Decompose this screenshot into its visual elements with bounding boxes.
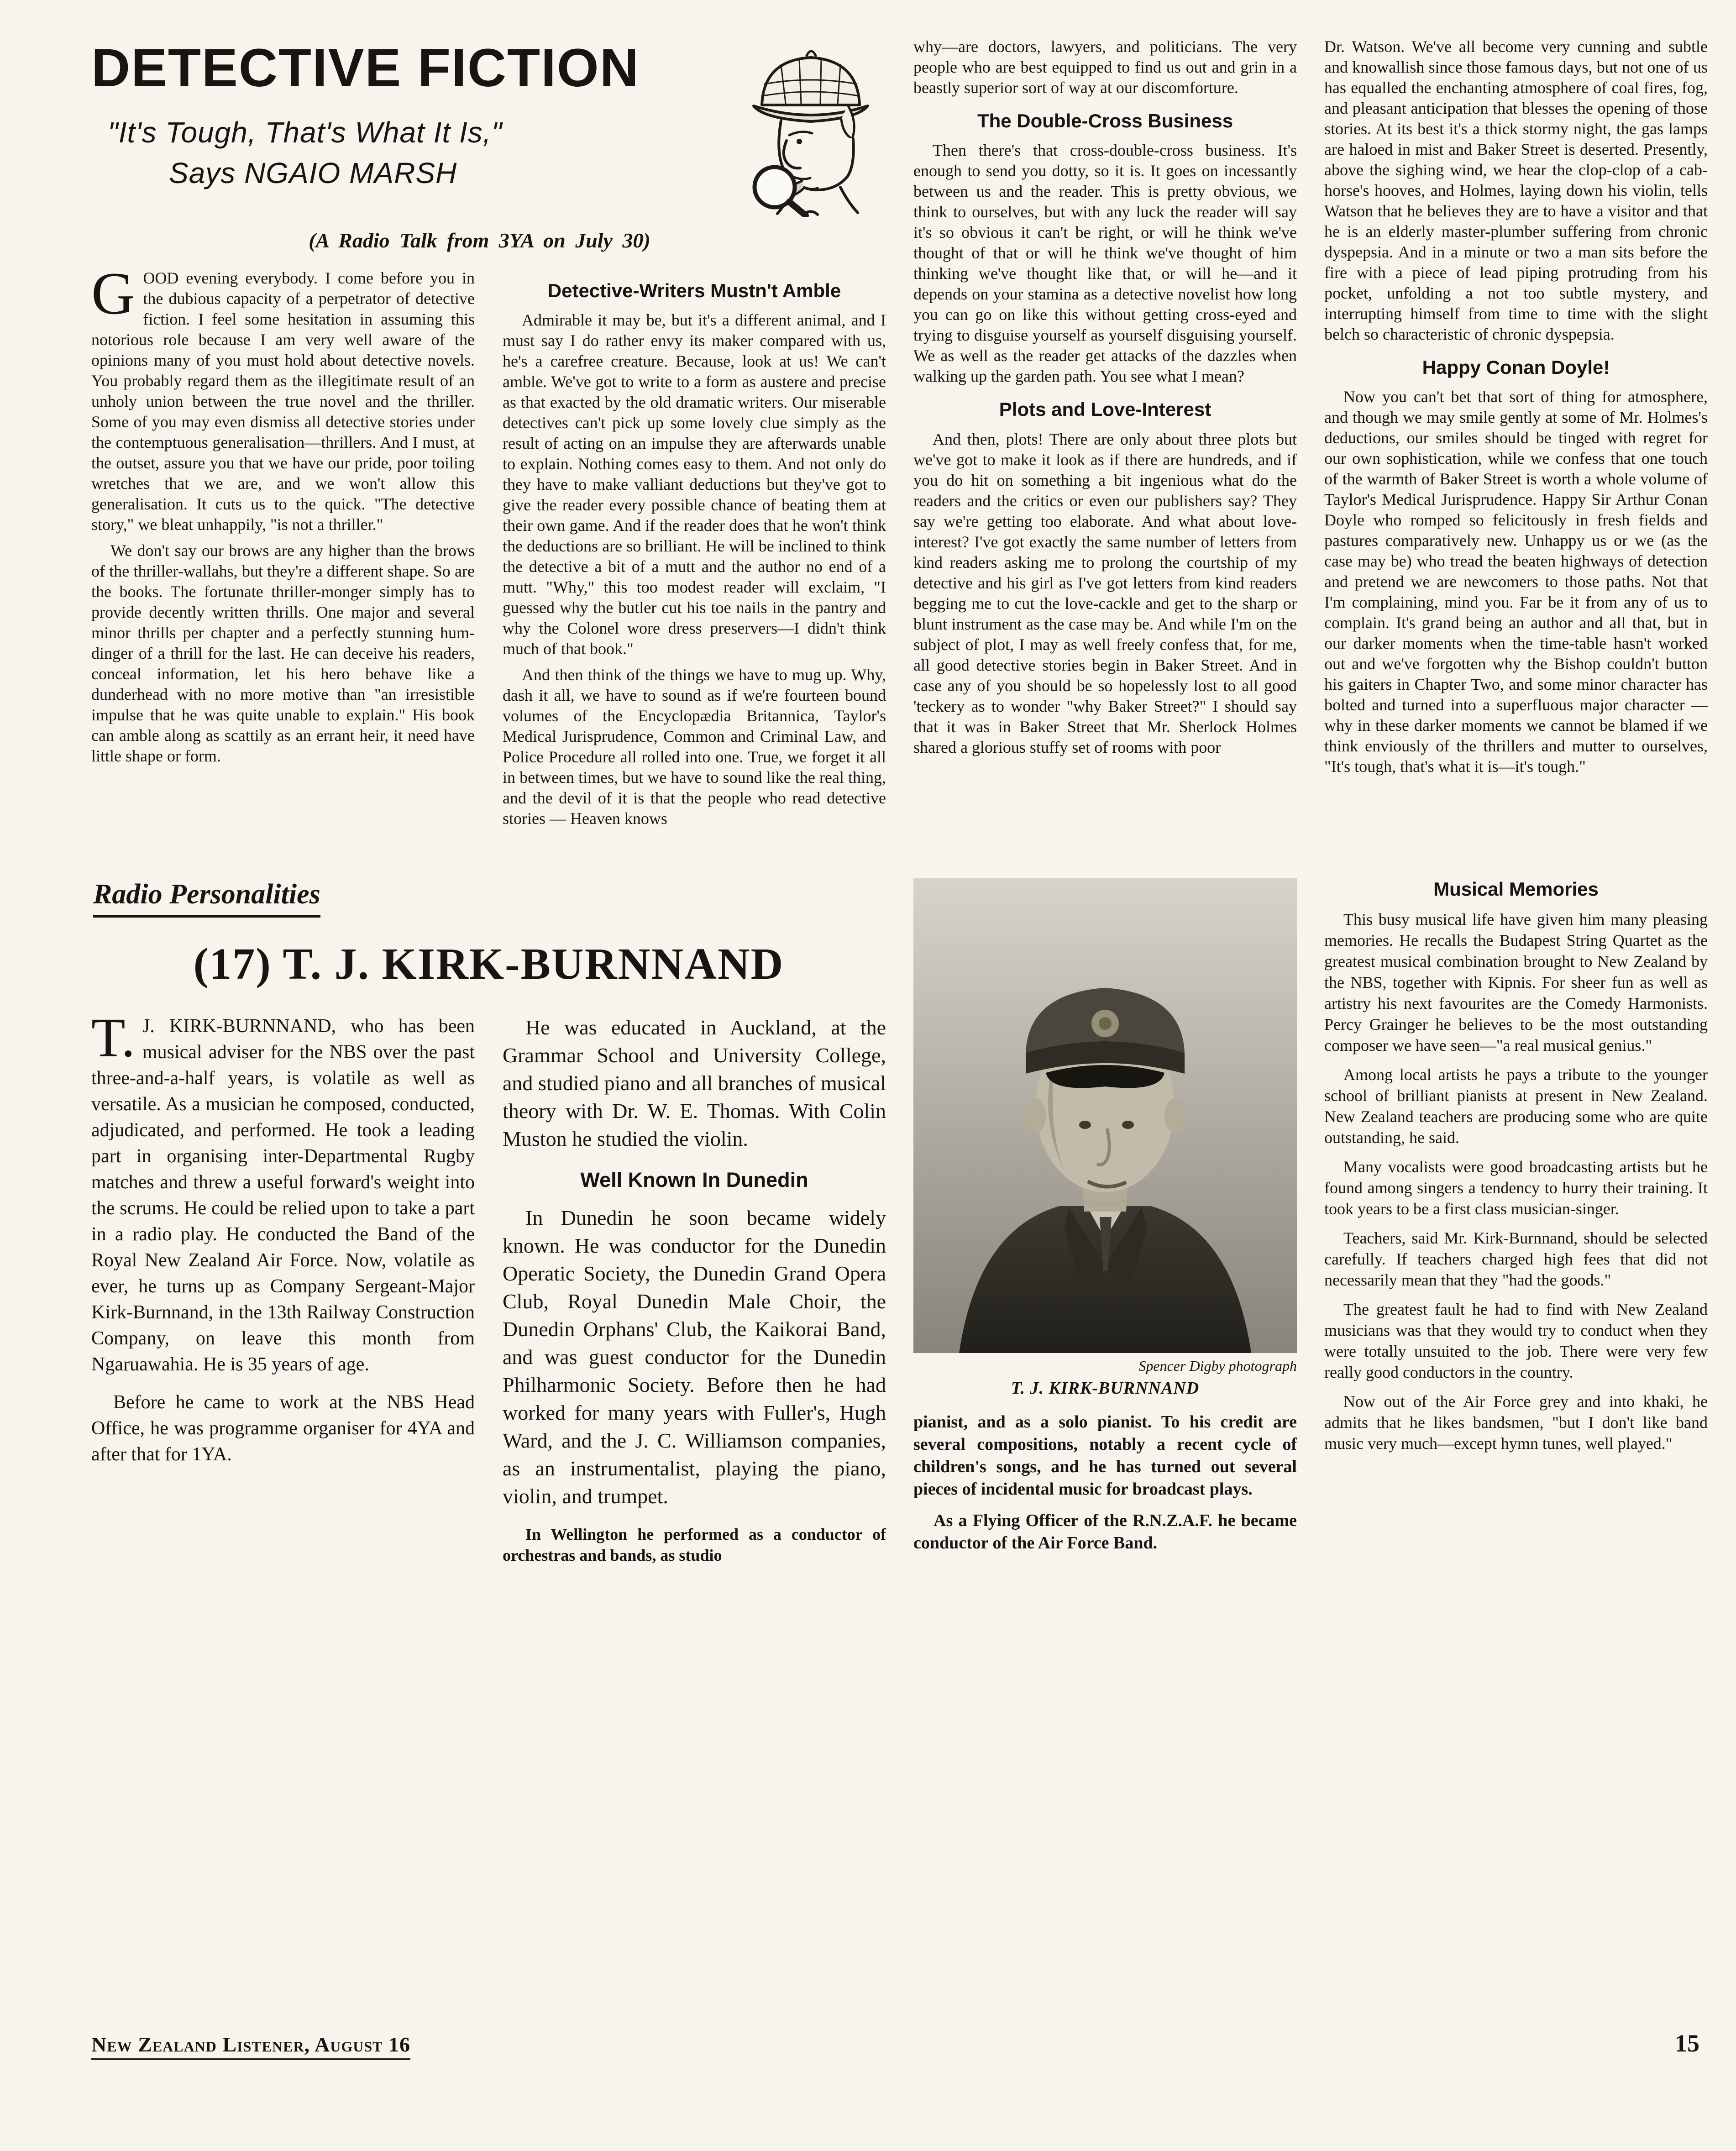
section-heading: The Double-Cross Business (977, 110, 1233, 131)
kirk-photo-column (913, 878, 1297, 1563)
portrait-photo-image (913, 878, 1297, 1353)
section-heading: Well Known In Dunedin (580, 1168, 808, 1192)
article-subtitle-line2: Says NGAIO MARSH (169, 156, 457, 189)
page-number: 15 (1675, 2030, 1699, 2057)
paragraph: He was educated in Auckland, at the Grammar School and University College, and studied piano and all branches of musical theory with Dr. W. E. Thomas. With Colin Muston he studied the violin. (503, 1016, 886, 1151)
radio-talk-note: (A Radio Talk from 3YA on July 30) (309, 229, 650, 252)
detective-left-columns (91, 37, 886, 834)
kirk-column-4 (1324, 878, 1708, 1462)
detective-columns-1-2 (91, 260, 886, 834)
article-subtitle-line1: "It's Tough, That's What It Is," (108, 116, 503, 149)
detective-column-3 (913, 37, 1297, 763)
series-label: Radio Personalities (93, 878, 320, 918)
photo-caption-name: T. J. KIRK-BURNNAND (1011, 1379, 1200, 1398)
article-radio-personalities (91, 878, 1709, 1579)
kirk-column-2 (503, 1013, 886, 1579)
paragraph: Many vocalists were good broadcasting artists but he found among singers a tendency to hurry their training. It took years to be a first class musician-singer. (1324, 1157, 1708, 1218)
paragraph-text: OOD evening everybody. I come before you in the dubious capacity of a perpetrator of detective fiction. I feel some hesitation in assuming this notorious role because I am very well aware of the opinions many of you must hold about detective novels. You probably regard them as the illegitimate result of an unholy union between the true novel and the thriller. Some of you may even dismiss all detective stories under the contemptuous generalisation—thrillers. And I must, at the outset, assure you that we have our pride, poor toiling wretches that we are, and we won't allow this generalisation. It cuts us to the quick. "The detective story," we bleat unhappily, "is not a thriller." (91, 269, 475, 534)
paragraph: why—are doctors, lawyers, and politicians. The very people who are best equipped to find us out and grin in a beastly superior sort of way at our discomforture. (913, 37, 1297, 97)
detective-column-4 (1324, 37, 1708, 782)
paragraph: Among local artists he pays a tribute to the younger school of brilliant pianists at present in New Zealand. New Zealand teachers are producing some who are quite outstanding, he said. (1324, 1065, 1708, 1147)
paragraph: And then think of the things we have to mug up. Why, dash it all, we have to sound as if we're fourteen bound volumes of the Encyclopædia Britannica, Taylor's Medical Jurisprudence, Common and Criminal Law, and Police Procedure all rolled into one. True, we forget it all in between times, but we have to sound like the real thing, and the devil of it is that the people who read detective stories — Heaven knows (503, 666, 886, 828)
drop-cap: G (91, 260, 135, 327)
section-heading: Plots and Love-Interest (999, 399, 1212, 420)
kirk-columns-1-2 (91, 1007, 886, 1579)
detective-header (91, 37, 886, 252)
section-heading: Musical Memories (1433, 878, 1599, 900)
paragraph: Before he came to work at the NBS Head Office, he was programme organiser for 4YA and after that for 1YA. (91, 1392, 475, 1465)
paragraph: Dr. Watson. We've all become very cunning and subtle and knowallish since those famous days, but not one of us has equalled the enchanting atmosphere of coal fires, fog, and pleasant anticipation that blesses the opening of those stories. At its best it's a thick stormy night, the gas lamps are haloed in mist and Baker Street is deserted. Presently, above the sighing wind, we hear the clop-clop of a cab-horse's hooves, and Holmes, laying down his violin, tells Watson that he believes they are to have a visitor and that he is an elderly master-plumber suffering from chronic dyspepsia. And in a minute or two a man sits before the fire with a piece of lead piping protruding from his pocket, unfolding a not too subtle mystery, and interrupting himself from time to time with the slight belch so characteristic of chronic dyspepsia. (1324, 37, 1708, 343)
kirk-left-columns (91, 878, 886, 1579)
paragraph: pianist, and as a solo pianist. To his credit are several compositions, notably a recent cycle of children's songs, and he has turned out several pieces of incidental music for broadcast plays. (913, 1412, 1297, 1499)
detective-column-2 (503, 268, 886, 834)
paragraph: Now out of the Air Force grey and into khaki, he admits that he likes bandsmen, "but I don't like band music very much—except hymn tunes, well played." (1324, 1392, 1708, 1453)
paragraph: In Wellington he performed as a conductor of orchestras and bands, as studio (503, 1525, 886, 1565)
paragraph (91, 1007, 475, 1378)
paragraph: In Dunedin he soon became widely known. He was conductor for the Dunedin Operatic Society, the Dunedin Grand Opera Club, Royal Dunedin Male Choir, the Dunedin Orphans' Club, the Kaikorai Band, and was guest conductor for the Dunedin Philharmonic Society. Before then he had worked for many years with Fuller's, Hugh Ward, and the J. C. Williamson companies, as an instrumentalist, playing the piano, violin, and trumpet. (503, 1206, 886, 1508)
photo-caption (913, 1358, 1297, 1398)
paragraph: And then, plots! There are only about three plots but we've got to make it look as if there are hundreds, and if you do hit on something a bit ingenious what do the readers and the critics or even our publishers say? They say we're getting too elaborate. And what about love-interest? I've got exactly the same number of letters from kind readers asking me to prolong the courtship of my detective and his girl as I've got letters from kind readers begging me to cut the love-cackle and get to the sharp or blunt instrument as the case may be. And while I'm on the subject of plot, I may as well freely confess that, for me, all good detective stories begin in Baker Street. And in case any of you should be so hopelessly lost to all good 'teckery as to wonder "why Baker Street?" I should say that it was in Baker Street that Mr. Sherlock Holmes shared a glorious stuffy set of rooms with poor (913, 430, 1297, 756)
article-detective-fiction (91, 37, 1709, 834)
section-heading: Happy Conan Doyle! (1422, 357, 1610, 378)
paragraph: Now you can't bet that sort of thing for atmosphere, and though we may smile gently at some of Mr. Holmes's deductions, our smiles should be tinged with regret for our own sophistication, while we confess that one touch of the warmth of Baker Street is worth a whole volume of Taylor's Medical Jurisprudence. Happy Sir Arthur Conan Doyle who romped so felicitously in fresh fields and pastures comparatively new. Unhappy us or we (as the case may be) who tread the beaten highways of detection and pretend we are newcomers to those paths. Not that I'm complaining, mind you. Far be it from any of us to complain. It's grand being an author and all that, but in our darker moments when the time-table hasn't worked out and we've forgotten why the Bishop couldn't button his gaiters in Chapter Two, and some minor character has bolted and turned into a superfluous major character —why in these darker moments we cannot be blamed if we think enviously of the thrillers and mutter to ourselves, "It's tough, that's what it is—it's tough." (1324, 388, 1708, 776)
drop-cap: T. (91, 1007, 135, 1069)
section-heading: Detective-Writers Mustn't Amble (547, 280, 841, 301)
paragraph-text: J. KIRK-BURNNAND, who has been musical adviser for the NBS over the past three-and-a-half years, is volatile as well as versatile. As a musician he composed, conducted, adjudicated, and performed. He took a leading part in organising inter-Departmental Rugby matches and threw a useful forward's weight into the scrums. He could be relied upon to take a part in a radio play. He conducted the Band of the Royal New Zealand Air Force. Now, volatile as ever, he turns up as Company Sergeant-Major Kirk-Burnnand, in the 13th Railway Construction Company, on leave this month from Ngaruawahia. He is 35 years of age. (91, 1016, 475, 1375)
paragraph: Teachers, said Mr. Kirk-Burnnand, should be selected carefully. If teachers charged high fees that did not necessarily mean that they "had the goods." (1324, 1228, 1708, 1289)
paragraph (91, 260, 475, 535)
page-footer (91, 2029, 1709, 2060)
article-title: DETECTIVE FICTION (91, 38, 640, 98)
paragraph: Then there's that cross-double-cross business. It's enough to send you dotty, so it is. It goes on incessantly between us and the reader. This is pretty obvious, we think to ourselves, but with any luck the reader will say it's so obvious it can't be right, or will he think we've thought of that or will he think we've thought of him thinking we've thought like that, or will he—and it depends on your stamina as a detective novelist how long you can go on like this without getting cross-eyed and trying to disguise yourself as yourself disguising yourself. We as well as the reader get attacks of the dazzles when walking up the garden path. You see what I mean? (913, 141, 1297, 386)
detective-headline-block (91, 37, 727, 196)
photo-credit: Spencer Digby photograph (1138, 1358, 1297, 1375)
detective-column-1 (91, 260, 475, 834)
paragraph: As a Flying Officer of the R.N.Z.A.F. he became conductor of the Air Force Band. (913, 1511, 1297, 1553)
paragraph: This busy musical life have given him many pleasing memories. He recalls the Budapest String Quartet as the greatest musical combination brought to New Zealand by the NBS, together with Kipnis. For sheer fun as well as artistry his next favourites are the Comedy Harmonists. Percy Grainger he believes to be the most outstanding composer we have seen—"a real musical genius." (1324, 910, 1708, 1055)
paragraph: The greatest fault he had to find with New Zealand musicians was that they would try to conduct when they were totally unsuited to the job. There were very few really good conductors in the country. (1324, 1300, 1708, 1381)
article-title: (17) T. J. KIRK-BURNNAND (193, 939, 784, 989)
publication-footer-title: New Zealand Listener, August 16 (91, 2032, 410, 2060)
kirk-column-1 (91, 1007, 475, 1579)
detective-headline-row (91, 37, 886, 219)
sherlock-holmes-illustration-icon (735, 37, 886, 219)
paragraph: Admirable it may be, but it's a different animal, and I must say I do rather envy its maker compared with us, he's a carefree creature. Because, look at us! We can't amble. We've got to write to a form as austere and precise as that exacted by the old dramatic writers. Our miserable detectives can't pick up some lovely clue simply as the result of acting on an impulse they are afterwards unable to explain. Nothing comes easy to them. And not only do they have to make valliant deductions but they've got to give the reader every possible chance of beating them at their own game. And if the reader does that he won't think the deductions are so brilliant. He will be inclined to think the detective a bit of a mutt and the author no end of a mutt. "Why," this too modest reader will exclaim, "I guessed why the butler cut his toe nails in the pantry and why the Colonel wore dress preservers—I didn't think much of that book." (503, 311, 886, 658)
portrait-photo (913, 878, 1297, 1398)
paragraph: We don't say our brows are any higher than the brows of the thriller-wallahs, but they're a different shape. So are the books. The fortunate thriller-monger simply has to provide decently written thrills. One major and several minor thrills per chapter and a perfectly stunning hum-dinger of a thrill for the last. He can deceive his readers, conceal information, let his hero behave like a dunderhead with no more motive than "an irresistible impulse that he was quite unable to explain." His book can amble along as scattily as an errant heir, it need have little shape or form. (91, 541, 475, 765)
kirk-header (91, 878, 886, 990)
